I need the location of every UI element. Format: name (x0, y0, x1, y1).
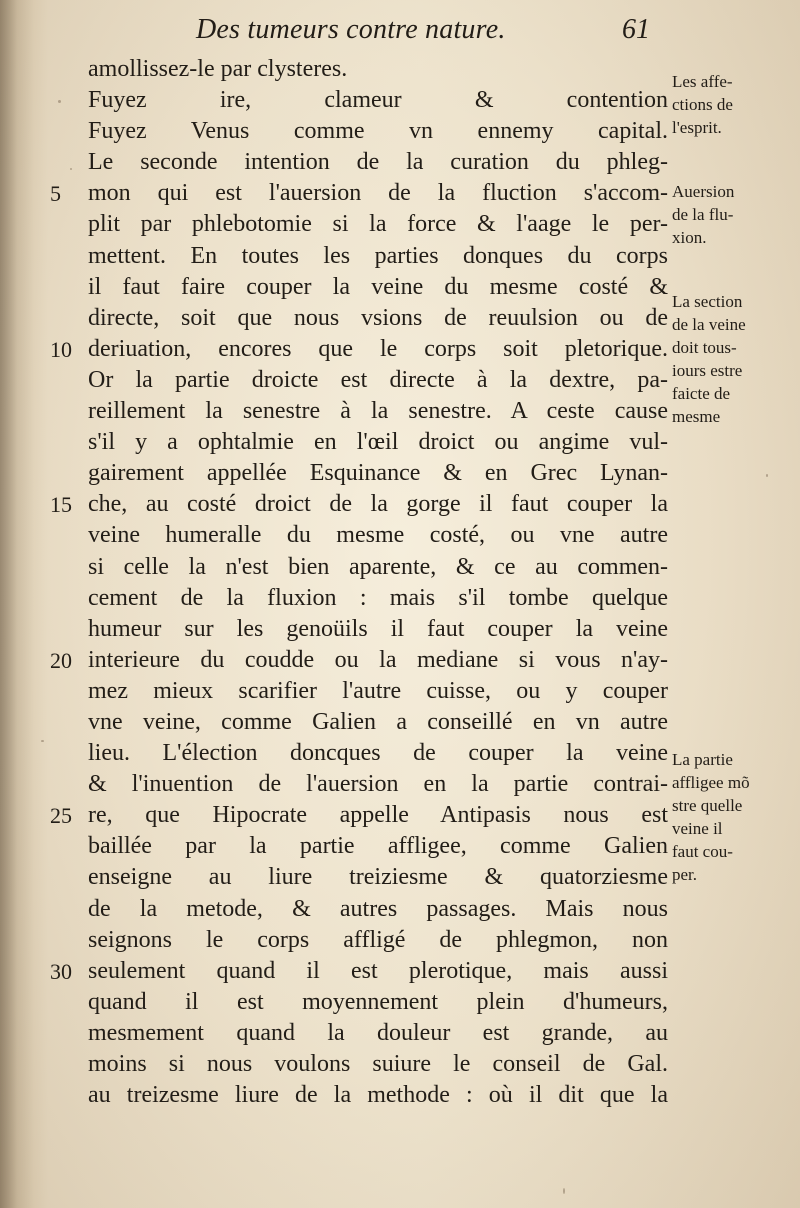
text-line (50, 178, 668, 209)
margin-note-line: ctions de (672, 95, 733, 114)
line-text: de la metode, & autres passages. Mais nous (88, 895, 668, 922)
line-text: enseigne au liure treiziesme & quatorziesme (88, 864, 668, 891)
paper-speck (766, 474, 768, 477)
text-line (88, 458, 668, 489)
text-line (50, 956, 668, 987)
margin-note-line: xion. (672, 228, 707, 247)
margin-note-line: mesme (672, 407, 721, 426)
page-header (196, 14, 666, 48)
line-text: interieure du coudde ou la mediane si vous n'ay- (88, 646, 668, 673)
text-line (88, 925, 668, 956)
margin-note-line: faut cou- (672, 842, 733, 861)
text-line (88, 707, 668, 738)
line-number: 15 (50, 492, 72, 518)
line-text: mesmement quand la douleur est grande, au (88, 1019, 668, 1046)
text-line (50, 334, 668, 365)
line-text: Fuyez ire, clameur & contention (88, 87, 668, 114)
line-text: Le seconde intention de la curation du phleg- (88, 149, 668, 176)
running-title: Des tumeurs contre nature. (196, 14, 506, 45)
paper-speck (563, 1188, 565, 1194)
line-text: s'il y a ophtalmie en l'œil droict ou angime vul- (88, 429, 668, 456)
paper-speck (58, 100, 61, 103)
text-line (88, 209, 668, 240)
line-text: il faut faire couper la veine du mesme costé & (88, 273, 668, 300)
line-text: si celle la n'est bien aparente, & ce au commen- (88, 553, 668, 580)
line-text: Fuyez Venus comme vn ennemy capital. (88, 118, 668, 145)
paper-speck (41, 740, 44, 742)
margin-note-line: Les affe- (672, 72, 733, 91)
line-text: lieu. L'élection doncques de couper la veine (88, 740, 668, 767)
line-number: 25 (50, 803, 72, 829)
margin-note-line: faicte de (672, 384, 731, 403)
margin-note (672, 180, 790, 249)
text-line (88, 1018, 668, 1049)
text-line (50, 489, 668, 520)
margin-note-line: iours estre (672, 361, 743, 380)
margin-note-line: La section (672, 292, 743, 311)
line-text: mez mieux scarifier l'autre cuisse, ou y couper (88, 677, 668, 704)
text-line (88, 272, 668, 303)
line-text: seulement quand il est plerotique, mais aussi (88, 957, 668, 984)
text-line (88, 85, 668, 116)
line-text: deriuation, encores que le corps soit pletorique. (88, 335, 668, 362)
line-text: cement de la fluxion : mais s'il tombe quelque (88, 584, 668, 611)
line-text: directe, soit que nous vsions de reuulsion ou de (88, 304, 668, 331)
text-line (88, 831, 668, 862)
margin-note (672, 290, 790, 428)
line-text: plit par phlebotomie si la force & l'aage le per- (88, 211, 668, 238)
text-line (88, 303, 668, 334)
margin-note-line: stre quelle (672, 796, 743, 815)
text-line (88, 738, 668, 769)
line-text: moins si nous voulons suiure le conseil de Gal. (88, 1051, 668, 1077)
margin-note (672, 70, 790, 139)
line-text: Or la partie droicte est directe à la dextre, pa- (88, 366, 668, 393)
text-line (88, 987, 668, 1018)
margin-note-line: de la veine (672, 315, 746, 334)
text-line (88, 365, 668, 396)
text-line (50, 800, 668, 831)
text-line (50, 645, 668, 676)
text-line (88, 583, 668, 614)
text-line (88, 552, 668, 583)
margin-note (672, 748, 790, 886)
text-line (88, 769, 668, 800)
text-line (88, 116, 668, 147)
text-line (88, 862, 668, 893)
text-line (88, 614, 668, 645)
line-text: au treizesme liure de la methode : où il dit que la (88, 1082, 668, 1109)
paper-speck (70, 168, 72, 170)
margin-note-line: Auersion (672, 182, 735, 201)
margin-note-line: affligee mõ (672, 773, 750, 792)
page-gutter-shadow (0, 0, 34, 1208)
text-line (88, 1080, 668, 1111)
line-text: mon qui est l'auersion de la fluction s'accom- (88, 180, 668, 207)
line-text: vne veine, comme Galien a conseillé en vn autre (88, 708, 668, 735)
line-number: 10 (50, 336, 72, 362)
margin-note-line: La partie (672, 750, 733, 769)
line-text: humeur sur les genoüils il faut couper la veine (88, 615, 668, 642)
margin-note-line: per. (672, 865, 698, 884)
line-text: re, que Hipocrate appelle Antipasis nous est (88, 802, 668, 829)
page-number: 61 (622, 14, 650, 45)
text-line (88, 427, 668, 458)
line-text: quand il est moyennement plein d'humeurs, (88, 988, 668, 1015)
margin-note-line: doit tous- (672, 338, 737, 357)
line-text: baillée par la partie affligee, comme Galien (88, 833, 668, 860)
line-text: mettent. En toutes les parties donques du corps (88, 242, 668, 269)
main-text-column (50, 54, 668, 1111)
line-text: veine humeralle du mesme costé, ou vne autre (88, 522, 668, 549)
text-line (88, 676, 668, 707)
text-line (88, 54, 668, 85)
line-text: gairement appellée Esquinance & en Grec Lynan- (88, 460, 668, 487)
line-number: 5 (50, 181, 61, 207)
text-line (88, 241, 668, 272)
text-line (88, 147, 668, 178)
text-line (88, 1049, 668, 1080)
margin-note-line: veine il (672, 819, 723, 838)
margin-note-line: de la flu- (672, 205, 734, 224)
line-text: che, au costé droict de la gorge il faut couper la (88, 491, 668, 518)
text-line (88, 894, 668, 925)
text-line (88, 520, 668, 551)
line-number: 20 (50, 647, 72, 673)
line-text: reillement la senestre à la senestre. A ceste cause (88, 398, 668, 425)
line-text: & l'inuention de l'auersion en la partie contrai- (88, 771, 668, 798)
line-text: seignons le corps affligé de phlegmon, non (88, 926, 668, 953)
margin-note-line: l'esprit. (672, 118, 722, 137)
line-number: 30 (50, 958, 72, 984)
line-text: amollissez-le par clysteres. (88, 56, 348, 82)
text-line (88, 396, 668, 427)
